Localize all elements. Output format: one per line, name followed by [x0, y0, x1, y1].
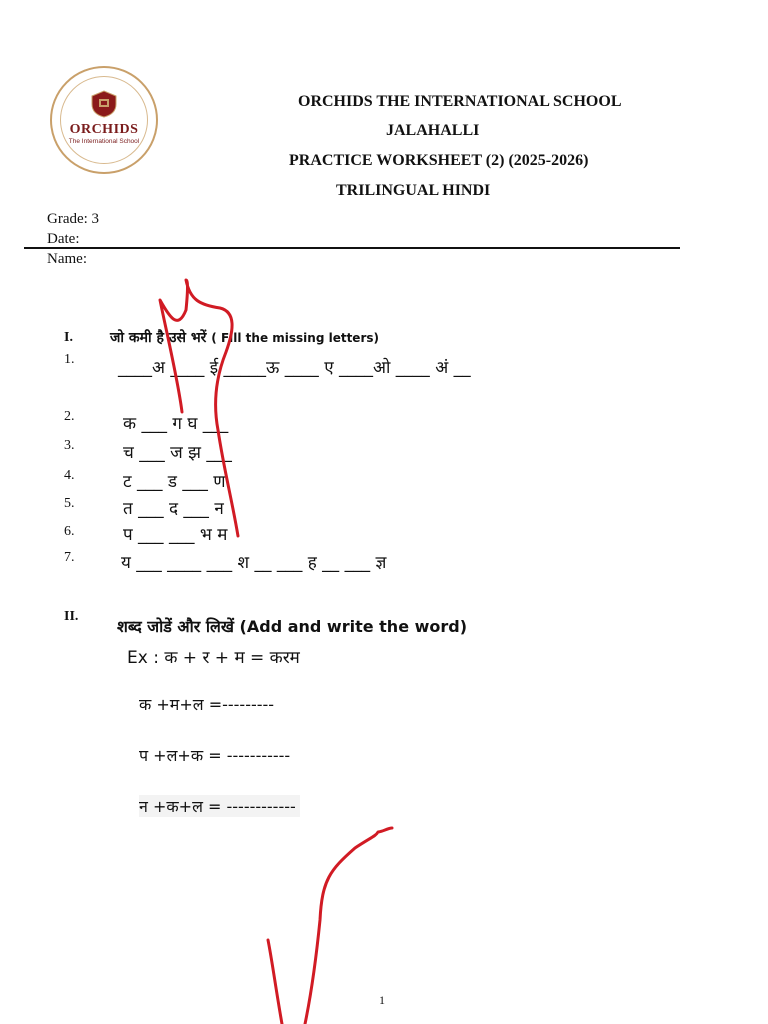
row-number: 2.	[64, 409, 75, 424]
section-1-number: I.	[64, 330, 73, 345]
check-mark-stroke	[160, 280, 238, 536]
logo-name: ORCHIDS	[69, 122, 139, 137]
row-number: 7.	[64, 550, 75, 565]
row-number: 6.	[64, 524, 75, 539]
logo-tagline: The International School	[68, 138, 140, 145]
fill-row-2: क ___ ग घ ___	[123, 414, 229, 434]
subject-title: TRILINGUAL HINDI	[336, 182, 491, 199]
add-row-1: क +म+ल =---------	[139, 695, 275, 714]
tick-mark-stroke	[268, 828, 392, 1024]
fill-row-6: प ___ ___ भ म	[123, 525, 228, 545]
section-1-title-english: ( Fill the missing letters)	[211, 331, 379, 345]
grade-label: Grade: 3	[47, 211, 100, 227]
page-number: 1	[379, 993, 385, 1007]
branch-name: JALAHALLI	[386, 122, 480, 139]
fill-row-5: त ___ द ___ न	[123, 499, 224, 519]
add-row-3: न +क+ल = ------------	[139, 795, 300, 817]
row-number: 3.	[64, 438, 75, 453]
add-row-2: प +ल+क = -----------	[139, 746, 291, 765]
example-line: Ex : क + र + म = करम	[127, 648, 300, 668]
row-number: 4.	[64, 468, 75, 483]
row-number: 5.	[64, 496, 75, 511]
row-number: 1.	[64, 352, 75, 367]
fill-row-7: य ___ ____ ___ श __ ___ ह __ ___ ज्ञ	[121, 553, 387, 573]
section-2-title: शब्द जोडें और लिखें (Add and write the word)	[117, 617, 468, 636]
fill-row-1: ____अ ____ ई _____ऊ ____ ए ____ओ ____ अं __	[118, 358, 471, 378]
fill-row-4: ट ___ ड ___ ण	[123, 472, 226, 492]
section-2-number: II.	[64, 609, 79, 624]
date-label: Date:	[47, 231, 80, 247]
school-name: ORCHIDS THE INTERNATIONAL SCHOOL	[298, 93, 622, 110]
fill-row-3: च ___ ज झ ___	[123, 443, 232, 463]
worksheet-title: PRACTICE WORKSHEET (2) (2025-2026)	[289, 152, 589, 169]
name-label: Name:	[47, 251, 87, 267]
section-1-title-hindi: जो कमी है उसे भरें	[110, 330, 207, 346]
